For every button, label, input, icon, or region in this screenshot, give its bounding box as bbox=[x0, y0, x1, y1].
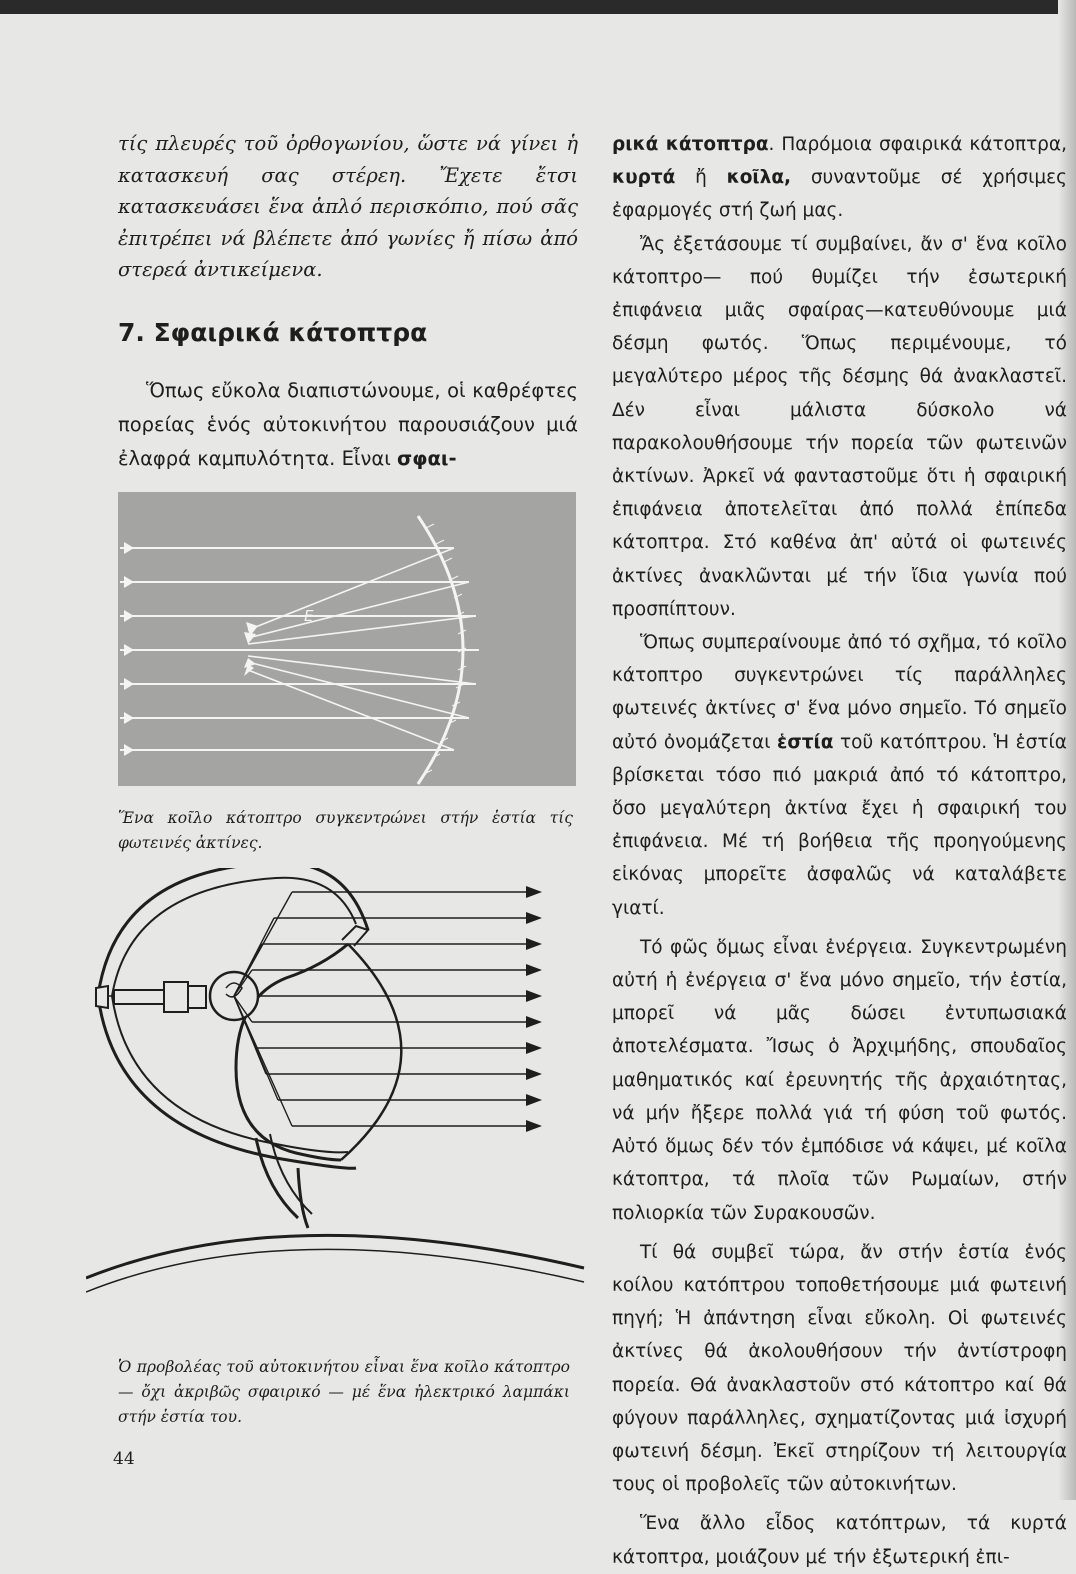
parallel-beams bbox=[252, 892, 538, 1126]
intro-paragraph: τίς πλευρές τοῦ ὀρθογωνίου, ὥστε νά γίνει ἡ κατασκευή σας στέρεη. Ἔχετε ἔτσι κατασκευάσει ἕνα ἁπλό περισκόπιο, πού σᾶς ἐπιτρέπει νά βλέπετε ἀπό γωνίες ἤ πίσω ἀπό στερεά ἀντικείμενα. bbox=[118, 132, 578, 281]
right-paragraph-2: Ἄς ἐξετάσουμε τί συμβαίνει, ἄν σ' ἕνα κοῖλο κάτοπτρο— πού θυμίζει τήν ἐσωτερική ἐπιφάνεια μιᾶς σφαίρας—κατευθύνουμε μιά δέσμη φωτός. Ὅπως περιμένουμε, τό μεγαλύτερο μέρος τῆς δέσμης θά ἀνακλαστεῖ. Δέν εἶναι μάλιστα δύσκολο νά παρακολουθήσουμε τήν πορεία τῶν φωτεινῶν ἀκτίνων. Ἀρκεῖ νά φανταστοῦμε ὅτι ἡ σφαιρική ἐπιφάνεια ἀποτελεῖται ἀπό πολλά ἐπίπεδα κάτοπτρα. Στό καθένα ἀπ' αὐτά οἱ φωτεινές ἀκτίνες ἀνακλῶνται μέ τήν ἴδια γωνία πού προσπίπτουν. bbox=[612, 233, 1067, 620]
reflected-beams bbox=[234, 892, 292, 1126]
section-paragraph-text: Ὅπως εὔκολα διαπιστώνουμε, οἱ καθρέφτες πορείας ἑνός αὐτοκινήτου παρουσιάζουν μιά ἐλαφρά καμπυλότητα. Εἶναι bbox=[118, 379, 578, 470]
right-column bbox=[612, 128, 1067, 1574]
right-paragraph-3-text-a: Ὅπως συμπεραίνουμε ἀπό τό σχῆμα, τό κοῖλο κάτοπτρο συγκεντρώνει τίς παράλληλες φωτεινές ἀκτίνες σ' ἕνα μόνο σημεῖο. Τό σημεῖο αὐτό ὀνομάζεται bbox=[612, 632, 1067, 753]
section-paragraph-bold: σφαι- bbox=[397, 447, 457, 470]
left-column-intro bbox=[118, 128, 578, 286]
right-paragraph-1-text-b: ἤ bbox=[695, 167, 707, 189]
headlamp-figure bbox=[86, 868, 586, 1338]
right-paragraph-1-text-c: συναντοῦμε σέ χρήσιμες ἐφαρμογές στή ζωή μας. bbox=[612, 167, 1067, 222]
incident-rays bbox=[120, 548, 479, 750]
page-top-edge bbox=[0, 0, 1076, 14]
beam-arrows bbox=[526, 886, 542, 1132]
figure1-caption: Ἕνα κοῖλο κάτοπτρο συγκεντρώνει στήν ἑστία τίς φωτεινές ἀκτίνες. bbox=[118, 809, 573, 852]
right-paragraph-6: Ἕνα ἄλλο εἶδος κατόπτρων, τά κυρτά κάτοπτρα, μοιάζουν μέ τήν ἐξωτερική ἐπι- bbox=[612, 1513, 1067, 1568]
front-lens bbox=[341, 944, 401, 1160]
term-convex: κυρτά bbox=[612, 167, 676, 189]
section-paragraph bbox=[118, 374, 578, 476]
term-concave: κοῖλα, bbox=[726, 167, 792, 189]
term-focus: ἑστία bbox=[777, 731, 834, 753]
mount-left bbox=[256, 1138, 298, 1218]
right-paragraph-5: Τί θά συμβεῖ τώρα, ἄν στήν ἑστία ἑνός κοίλου κατόπτρου τοποθετήσουμε μιά φωτεινή πηγή; Ἡ ἀπάντηση εἶναι εὔκολη. Οἱ φωτεινές ἀκτίνες θά ἀκολουθήσουν τήν ἀντίστροφη πορεία. Θά ἀνακλαστοῦν στό κάτοπτρο καί θά φύγουν παράλληλες, σχηματίζοντας μιά ἰσχυρή φωτεινή δέσμη. Ἐκεῖ στηρίζουν τή λειτουργία τους οἱ προβολεῖς τῶν αὐτοκινήτων. bbox=[612, 1241, 1067, 1496]
figure2-caption: Ὁ προβολέας τοῦ αὐτοκινήτου εἶναι ἕνα κοῖλο κάτοπτρο — ὄχι ἀκριβῶς σφαιρικό — μέ ἕνα ἠλεκτρικό λαμπάκι στήν ἑστία του. bbox=[118, 1358, 570, 1426]
focus-label: E bbox=[304, 607, 314, 625]
right-paragraph-1-text-a: . Παρόμοια σφαιρικά κάτοπτρα, bbox=[768, 134, 1067, 155]
fender bbox=[86, 1235, 584, 1278]
right-paragraph-3 bbox=[612, 626, 1067, 925]
right-paragraph-1 bbox=[612, 128, 1067, 228]
headlamp-diagram bbox=[86, 868, 586, 1338]
term-spherical-mirrors: ρικά κάτοπτρα bbox=[612, 134, 769, 155]
right-paragraph-4: Τό φῶς ὅμως εἶναι ἐνέργεια. Συγκεντρωμένη αὐτή ἡ ἐνέργεια σ' ἕνα μόνο σημεῖο, τήν ἑστία, μπορεῖ νά μᾶς δώσει ἐντυπωσιακά ἀποτελέσματα. Ἴσως ὁ Ἀρχιμήδης, σπουδαῖος μαθηματικός καί ἐρευνητής τῆς ἀρχαιότητας, νά μήν ἤξερε πολλά γιά τή φύση τοῦ φωτός. Αὐτό ὅμως δέν τόν ἐμπόδισε νά κάψει, μέ κοῖλα κάτοπτρα, τά πλοῖα τῶν Ρωμαίων, στήν πολιορκία τῶν Συρακουσῶν. bbox=[612, 936, 1067, 1224]
reflector bbox=[236, 944, 348, 1160]
bulb-socket bbox=[114, 990, 164, 1004]
concave-mirror-figure bbox=[118, 492, 576, 786]
page-number: 44 bbox=[113, 1449, 135, 1469]
concave-mirror-diagram bbox=[118, 492, 576, 786]
right-paragraph-3-text-b: τοῦ κατόπτρου. Ἡ ἑστία βρίσκεται τόσο πιό μακριά ἀπό τό κάτοπτρο, ὅσο μεγαλύτερη ἀκτίνα ἔχει ἡ σφαιρική του ἐπιφάνεια. Μέ τή βοήθεια τῆς προηγούμενης εἰκόνας μπορεῖτε ἀσφαλῶς νά καταλάβετε γιατί. bbox=[612, 731, 1067, 919]
section-heading: 7. Σφαιρικά κάτοπτρα bbox=[118, 318, 428, 347]
